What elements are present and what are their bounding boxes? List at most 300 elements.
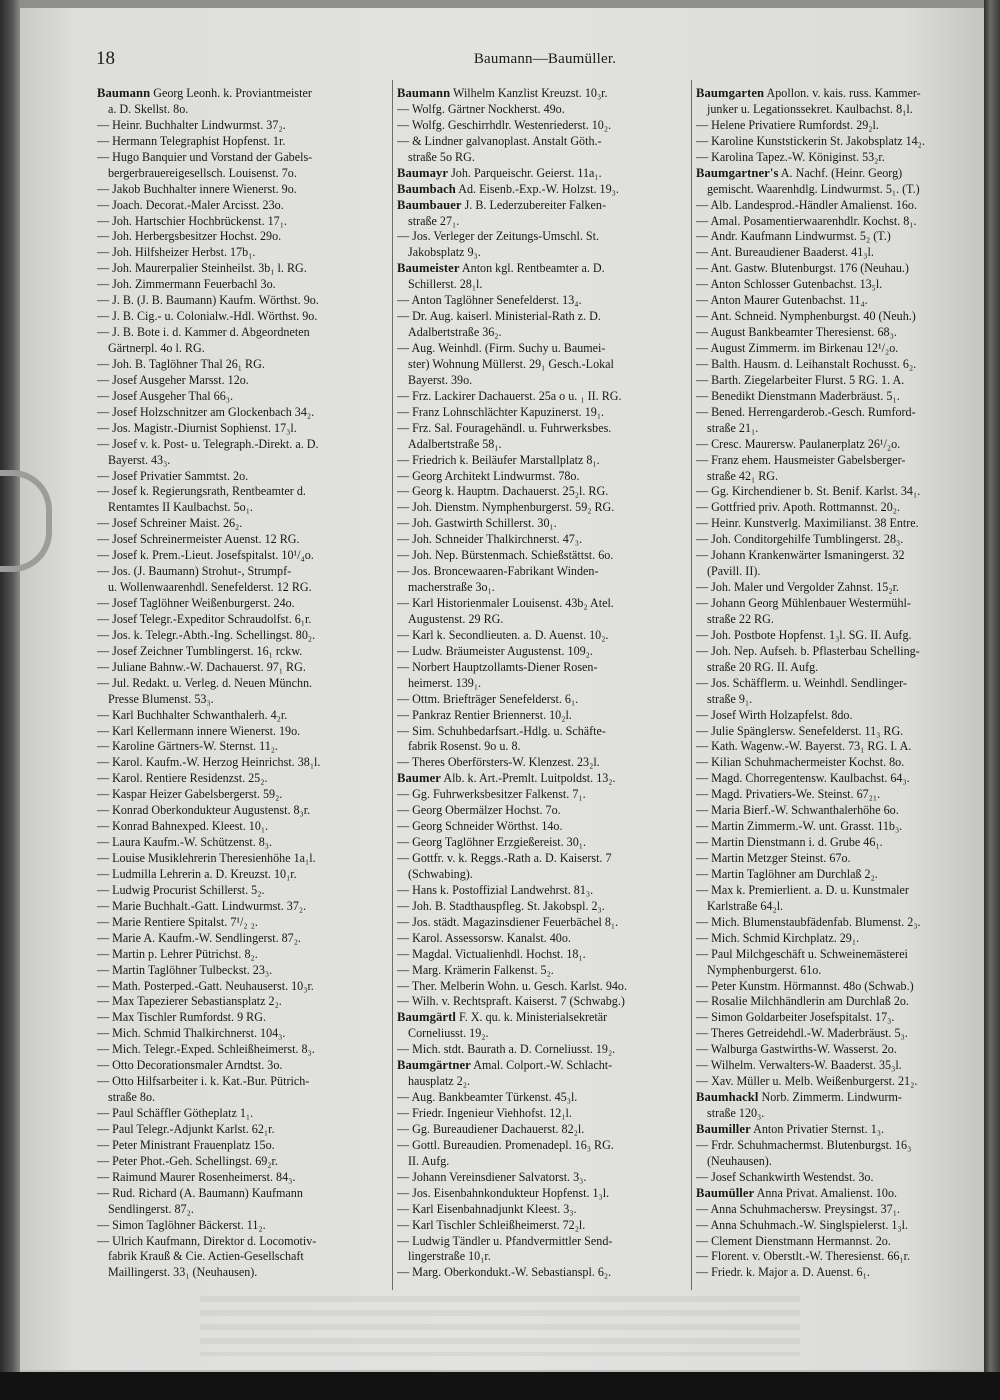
entry-text: — Josef Schankwirth Westendst. 3o. [696,1169,874,1184]
directory-entry-line [696,1170,982,1186]
directory-entry-line [397,1202,687,1218]
directory-entry-line [397,389,687,405]
entry-text: — Balth. Hausm. d. Leihanstalt Rochusst. 6₂. [696,356,917,371]
directory-entry-heading [696,166,982,182]
bleed-through-text [200,1296,800,1356]
entry-text: — Magd. Privatiers-We. Steinst. 67₂₁. [696,787,881,802]
directory-entry-line [397,229,687,245]
entry-text: straße 22 RG. [707,611,774,626]
entry-text: — Joh. Herbergsbesitzer Hochst. 29o. [97,229,282,244]
directory-entry-line [397,1234,687,1250]
directory-entry-line [696,580,982,596]
entry-text: — Karoline Kunststickerin St. Jakobsplatz 14₂. [696,133,925,148]
entry-text: gemischt. Waarenhdlg. Lindwurmst. 5₁. (T.) [707,181,920,196]
entry-text: — Otto Hilfsarbeiter i. k. Kat.-Bur. Pütrich- [97,1074,310,1089]
directory-entry-line [696,612,982,628]
directory-entry-line [97,405,387,421]
directory-entry-heading [97,86,387,102]
entry-text: — Peter Kunstm. Hörmannst. 48o (Schwab.) [696,978,914,993]
entry-text: — Jos. (J. Baumann) Strohut-, Strumpf- [97,564,292,579]
entry-text: — Joh. Postbote Hopfenst. 1₃l. SG. II. Aufg. [696,627,912,642]
entry-text: — Mich. Blumenstaubfädenfab. Blumenst. 2₃. [696,914,921,929]
entry-text: II. Aufg. [408,1153,450,1168]
directory-entry-line [696,564,982,580]
directory-entry-line [97,931,387,947]
entry-text: Schillerst. 28₁l. [408,277,483,292]
directory-entry-line [97,293,387,309]
entry-text: — Marg. Krämerin Falkenst. 5₂. [397,962,554,977]
entry-text: — Johann Georg Mühlenbauer Westermühl- [696,596,911,610]
entry-text: — Karol. Assessorsw. Kanalst. 40o. [397,930,571,945]
entry-text: Norb. Zimmerm. Lindwurm- [758,1090,902,1105]
entry-text: — Wilh. v. Rechtspraft. Kaiserst. 7 (Schwabg.) [397,994,625,1009]
entry-text: — Jos. Verleger der Zeitungs-Umschl. St. [397,229,599,244]
entry-text: — Ludwig Tändler u. Pfandvermittler Send- [397,1233,613,1248]
entry-text: u. Wollenwaarenhdl. Senefelderst. 12 RG. [108,580,312,595]
directory-entry-line [696,1265,982,1281]
entry-text: — Martin Dienstmann i. d. Grube 46₁. [696,835,883,850]
entry-text: — Joh. B. Taglöhner Thal 26₁ RG. [97,356,265,371]
entry-text: — Jakob Buchhalter innere Wienerst. 9o. [97,181,297,196]
directory-entry-line [97,500,387,516]
directory-entry-heading [397,198,687,214]
directory-entry-line [97,771,387,787]
directory-entry-line [696,548,982,564]
entry-text: straße 42₁ RG. [707,468,779,483]
surname-heading: Baumann [97,86,151,100]
entry-text: — Martin Taglöhner Tulbeckst. 23₃. [97,962,273,977]
directory-entry-line [696,341,982,357]
entry-text: — & Lindner galvanoplast. Anstalt Göth.- [397,133,602,148]
entry-text: — Hugo Banquier und Vorstand der Gabels- [97,149,313,164]
directory-entry-line [696,1234,982,1250]
entry-text: — Karol. Rentiere Residenzst. 25₂. [97,771,268,786]
directory-entry-line [397,612,687,628]
directory-entry-line [397,644,687,660]
entry-text: — Jul. Redakt. u. Verleg. d. Neuen Münchn. [97,675,313,690]
directory-entry-line [397,1218,687,1234]
directory-entry-line [397,994,687,1010]
directory-entry-line [397,245,687,261]
column-divider [691,80,692,1290]
directory-entry-line [397,277,687,293]
directory-entry-line [97,1265,387,1281]
directory-entry-line [97,453,387,469]
directory-entry-line [696,708,982,724]
entry-text: — Jos. Broncewaaren-Fabrikant Winden- [397,564,599,579]
entry-text: — Anton Schlosser Gutenbachst. 13₅l. [696,277,883,292]
directory-entry-heading [397,1010,687,1026]
entry-text: fabrik Krauß & Cie. Actien-Gesellschaft [108,1249,304,1264]
directory-entry-line [397,309,687,325]
directory-entry-line [696,963,982,979]
directory-entry-line [397,708,687,724]
directory-entry-line [397,1090,687,1106]
entry-text: — Marg. Oberkondukt.-W. Sebastianspl. 6₂. [397,1265,612,1280]
directory-entry-line [397,405,687,421]
directory-entry-line [696,1249,982,1265]
directory-entry-line [696,134,982,150]
directory-entry-line [696,628,982,644]
directory-entry-line [397,819,687,835]
entry-text: — Cresc. Maurersw. Paulanerplatz 26¹/₂o. [696,436,901,451]
entry-text: — Mich. stdt. Baurath a. D. Corneliusst. 19₂. [397,1042,616,1057]
entry-text: — Aug. Bankbeamter Türkenst. 45₃l. [397,1090,578,1105]
entry-text: — Mich. Telegr.-Exped. Schleißheimerst. 8₃. [97,1042,315,1057]
entry-text: J. B. Lederzubereiter Falken- [461,197,606,212]
entry-text: — Karl k. Secondlieuten. a. D. Auenst. 10₂. [397,627,609,642]
entry-text: — Laura Kaufm.-W. Schützenst. 8₃. [97,835,273,850]
directory-entry-line [97,516,387,532]
entry-text: — Max Tapezierer Sebastiansplatz 2₂. [97,994,282,1009]
directory-entry-line [97,1074,387,1090]
directory-entry-line [97,628,387,644]
entry-text: — Barth. Ziegelarbeiter Flurst. 5 RG. 1. A. [696,372,905,387]
entry-text: — Joh. Zimmermann Feuerbachl 3o. [97,277,276,292]
entry-text: — Josef Telegr.-Expeditor Schraudolfst. 6₁r. [97,611,312,626]
directory-entry-line [696,1154,982,1170]
directory-entry-line [696,1010,982,1026]
entry-text: — Marie A. Kaufm.-W. Sendlingerst. 87₂. [97,930,301,945]
entry-text: — Heinr. Kunstverlg. Maximilianst. 38 Entre. [696,516,919,531]
directory-entry-line [397,724,687,740]
entry-text: — Maria Bierf.-W. Schwanthalerhöhe 6o. [696,803,899,818]
entry-text: (Pavill. II). [707,564,761,579]
directory-entry-line [397,484,687,500]
directory-entry-line [696,915,982,931]
entry-text: — Ludw. Bräumeister Augustenst. 109₂. [397,643,593,658]
directory-entry-line [97,612,387,628]
entry-text: — Josef Taglöhner Weißenburgerst. 24o. [97,596,295,610]
entry-text: macherstraße 3o₁. [408,580,495,595]
entry-text: — Karl Historienmaler Louisenst. 43b₂ Atel. [397,596,614,610]
directory-entry-line [696,596,982,612]
directory-entry-line [97,373,387,389]
entry-text: — Frdr. Schuhmachermst. Blutenburgst. 16₃ [696,1137,912,1152]
entry-text: — Walburga Gastwirths-W. Wasserst. 2o. [696,1042,897,1057]
directory-entry-line [696,1138,982,1154]
entry-text: — Josef Zeichner Tumblingerst. 16₁ rckw. [97,643,303,658]
entry-text: — Joh. Maler und Vergolder Zahnst. 15₂r. [696,580,899,595]
directory-entry-line [97,532,387,548]
entry-text: — Gottl. Bureaudien. Promenadepl. 16₃ RG. [397,1137,614,1152]
directory-entry-line [97,245,387,261]
directory-entry-line [696,644,982,660]
entry-text: (Neuhausen). [707,1153,772,1168]
entry-text: bergerbrauereigesellsch. Louisenst. 7o. [108,165,297,180]
entry-text: — Joh. Nep. Bürstenmach. Schießstättst. 6o. [397,548,614,563]
entry-text: fabrik Rosenst. 9o u. 8. [408,739,521,754]
directory-entry-line [397,851,687,867]
entry-text: — Joh. Conditorgehilfe Tumblingerst. 28₃. [696,532,904,547]
directory-entry-line [397,835,687,851]
entry-text: — Math. Posterped.-Gatt. Neuhauserst. 10₃r. [97,978,314,993]
directory-entry-heading [397,771,687,787]
entry-text: — Xav. Müller u. Melb. Weißenburgerst. 21₂. [696,1074,918,1089]
directory-entry-line [397,1026,687,1042]
entry-text: ster) Wohnung Müllerst. 29₁ Gesch.-Lokal [408,356,614,371]
entry-text: — Paul Milchgeschäft u. Schweinemästerei [696,946,908,961]
directory-column-1 [97,86,387,1281]
entry-text: — Friedr. k. Major a. D. Auenst. 6₁. [696,1265,870,1280]
entry-text: — Josef Ausgeher Marsst. 12o. [97,372,249,387]
surname-heading: Baumayr [397,165,449,180]
directory-entry-line [97,994,387,1010]
entry-text: — Georg k. Hauptm. Dachauerst. 25₂l. RG. [397,484,609,499]
directory-entry-line [696,1202,982,1218]
entry-text: — Magdal. Victualienhdl. Hochst. 18₁. [397,946,586,961]
entry-text: — Ottm. Briefträger Senefelderst. 6₁. [397,691,579,706]
directory-entry-line [397,947,687,963]
entry-text: — Mich. Schmid Thalkirchnerst. 104₃. [97,1026,286,1041]
entry-text: — Simon Goldarbeiter Josefspitalst. 17₃. [696,1010,895,1025]
directory-entry-line [696,261,982,277]
entry-text: — Max Tischler Rumfordst. 9 RG. [97,1010,266,1025]
directory-entry-line [97,357,387,373]
directory-entry-line [397,1170,687,1186]
entry-text: — Florent. v. Oberstlt.-W. Theresienst. 66₁r. [696,1249,911,1264]
entry-text: Rentamtes II Kaulbachst. 5o₁. [108,500,253,515]
directory-entry-heading [696,1186,982,1202]
surname-heading: Baumer [397,771,441,786]
directory-entry-line [397,357,687,373]
directory-entry-line [696,692,982,708]
entry-text: — Anna Schuhmachersw. Preysingst. 37₁. [696,1201,900,1216]
directory-entry-line [696,787,982,803]
entry-text: heimerst. 139₁. [408,675,482,690]
directory-entry-line [397,341,687,357]
entry-text: Nymphenburgerst. 61o. [707,962,822,977]
directory-entry-line [97,484,387,500]
directory-entry-heading [696,1090,982,1106]
directory-entry-line [696,453,982,469]
directory-entry-line [97,229,387,245]
entry-text: straße 27₁. [408,213,460,228]
page-number: 18 [96,48,115,69]
entry-text: — Josef Schreiner Maist. 26₂. [97,516,243,531]
entry-text: — Pankraz Rentier Briennerst. 10₂l. [397,707,572,722]
directory-entry-line [97,277,387,293]
entry-text: — Marie Rentiere Spitalst. 7¹/₂ ₂. [97,914,258,929]
entry-text: — Martin Metzger Steinst. 67o. [696,851,851,865]
entry-text: — Heinr. Buchhalter Lindwurmst. 37₂. [97,117,286,132]
directory-entry-line [397,1154,687,1170]
directory-entry-line [696,214,982,230]
entry-text: — Joh. Dienstm. Nymphenburgerst. 59₂ RG. [397,500,615,515]
directory-entry-line [696,676,982,692]
entry-text: — Louise Musiklehrerin Theresienhöhe 1a₁l. [97,851,316,865]
directory-entry-line [696,724,982,740]
entry-text: — Jos. k. Telegr.-Abth.-Ing. Schellingst. 80₂. [97,627,316,642]
directory-entry-line [696,803,982,819]
surname-heading: Baumann [397,86,451,100]
directory-entry-line [397,1249,687,1265]
directory-entry-line [397,325,687,341]
entry-text: a. D. Skellst. 8o. [108,101,189,116]
entry-text: Amal. Colport.-W. Schlacht- [470,1058,613,1073]
directory-entry-line [397,1074,687,1090]
directory-entry-line [696,245,982,261]
directory-entry-line [397,787,687,803]
directory-entry-line [696,150,982,166]
entry-text: — Martin Taglöhner am Durchlaß 2₂. [696,866,878,881]
directory-entry-line [97,421,387,437]
directory-entry-line [97,198,387,214]
directory-entry-line [397,516,687,532]
scan-top-edge [0,0,1000,8]
directory-entry-line [696,867,982,883]
entry-text: — Karl Kellermann innere Wienerst. 19o. [97,723,301,738]
directory-entry-line [696,389,982,405]
entry-text: — Josef Schreinermeister Auenst. 12 RG. [97,532,300,547]
directory-entry-line [97,166,387,182]
entry-text: — Johann Krankenwärter Ismaningerst. 32 [696,548,905,563]
directory-entry-line [696,102,982,118]
entry-text: — Martin p. Lehrer Pütrichst. 8₂. [97,946,258,961]
directory-entry-line [696,819,982,835]
entry-text: — Ulrich Kaufmann, Direktor d. Locomotiv- [97,1233,317,1248]
entry-text: — Jos. Eisenbahnkondukteur Hopfenst. 1₃l. [397,1185,610,1200]
directory-entry-line [696,931,982,947]
directory-entry-line [97,787,387,803]
directory-entry-line [397,580,687,596]
directory-entry-heading [397,166,687,182]
directory-entry-line [696,947,982,963]
entry-text: — Ludwig Procurist Schillerst. 5₂. [97,882,265,897]
directory-entry-line [397,628,687,644]
entry-text: — Josef k. Regierungsrath, Rentbeamter d. [97,484,306,499]
entry-text: Maillingerst. 33₁ (Neuhausen). [108,1265,258,1280]
entry-text: — Paul Telegr.-Adjunkt Karlst. 62₁r. [97,1121,275,1136]
directory-entry-line [97,1042,387,1058]
surname-heading: Baumhackl [696,1090,759,1105]
entry-text: — Josef Wirth Holzapfelst. 8do. [696,707,853,722]
entry-text: F. X. qu. k. Ministerialsekretär [455,1010,608,1025]
directory-entry-line [397,1106,687,1122]
directory-entry-line [696,899,982,915]
directory-entry-line [696,293,982,309]
directory-entry-line [397,676,687,692]
directory-entry-heading [696,86,982,102]
surname-heading: Baumbach [397,181,456,196]
entry-text: — J. B. (J. B. Baumann) Kaufm. Wörthst. 9o. [97,293,319,308]
entry-text: Anton Privatier Sternst. 1₃. [750,1121,884,1136]
entry-text: — Julie Spänglersw. Senefelderst. 11₃ RG. [696,723,904,738]
surname-heading: Baumgarten [696,86,765,100]
directory-entry-line [97,596,387,612]
entry-text: — Karoline Gärtners-W. Sternst. 11₂. [97,739,278,754]
entry-text: — Amal. Posamentierwaarenhdlr. Kochst. 8₁. [696,213,917,228]
directory-entry-line [397,915,687,931]
entry-text: Karlstraße 64₂l. [707,898,784,913]
entry-text: — Andr. Kaufmann Lindwurmst. 5₂ (T.) [696,229,891,244]
directory-entry-line [97,1122,387,1138]
directory-entry-line [97,851,387,867]
entry-text: hausplatz 2₂. [408,1074,470,1089]
directory-entry-line [397,963,687,979]
directory-entry-line [397,373,687,389]
directory-entry-line [397,532,687,548]
directory-entry-line [97,883,387,899]
entry-text: — Wilhelm. Verwalters-W. Baaderst. 35₃l. [696,1058,902,1073]
entry-text: — Konrad Oberkondukteur Augustenst. 8₃r. [97,803,311,818]
entry-text: — Wolfg. Gärtner Nockherst. 49o. [397,101,565,116]
directory-entry-line [97,1106,387,1122]
directory-entry-line [97,867,387,883]
directory-entry-line [696,883,982,899]
entry-text: — Karl Buchhalter Schwanthalerh. 4₂r. [97,707,288,722]
entry-text: junker u. Legationssekret. Kaulbachst. 8₁l. [707,101,913,116]
directory-entry-line [97,755,387,771]
directory-entry-line [97,469,387,485]
entry-text: — Sim. Schuhbedarfsart.-Hdlg. u. Schäfte- [397,723,606,738]
directory-entry-line [696,325,982,341]
directory-entry-line [97,979,387,995]
entry-text: — Ant. Bureaudiener Baaderst. 41₃l. [696,245,874,260]
directory-entry-line [97,947,387,963]
scan-bottom-edge [0,1372,1000,1400]
entry-text: Georg Leonh. k. Proviantmeister [150,86,312,100]
directory-entry-line [397,1265,687,1281]
directory-entry-line [397,118,687,134]
directory-entry-line [696,1074,982,1090]
entry-text: — Georg Architekt Lindwurmst. 78o. [397,468,580,483]
directory-entry-heading [397,182,687,198]
directory-entry-heading [397,86,687,102]
entry-text: — Raimund Maurer Rosenheimerst. 84₃. [97,1169,296,1184]
directory-entry-line [696,277,982,293]
entry-text: — Rosalie Milchhändlerin am Durchlaß 2o. [696,994,909,1009]
directory-entry-heading [397,1058,687,1074]
entry-text: straße 20 RG. II. Aufg. [707,659,819,674]
directory-entry-line [397,739,687,755]
directory-entry-line [97,261,387,277]
directory-entry-line [696,469,982,485]
entry-text: — Franz ehem. Hausmeister Gabelsberger- [696,452,906,467]
directory-entry-line [97,1186,387,1202]
directory-entry-line [696,500,982,516]
entry-text: — Konrad Bahnexped. Kleest. 10₁. [97,819,269,834]
running-head: Baumann—Baumüller. [473,51,617,67]
directory-entry-line [97,309,387,325]
directory-entry-line [97,1138,387,1154]
entry-text: — Frz. Lackirer Dachauerst. 25a o u. ₁ II. RG. [397,388,622,403]
entry-text: — Kilian Schuhmachermeister Kochst. 8o. [696,755,905,770]
entry-text: — Marie Buchhalt.-Gatt. Lindwurmst. 37₂. [97,898,307,913]
entry-text: — Gg. Fuhrwerksbesitzer Falkenst. 7₁. [397,787,586,802]
entry-text: — Ther. Melberin Wohn. u. Gesch. Karlst. 94o. [397,978,628,993]
next-page-edge [984,0,1000,1400]
entry-text: — Joh. Hartschier Hochbrückenst. 17₁. [97,213,287,228]
directory-entry-line [696,437,982,453]
entry-text: Alb. k. Art.-Premlt. Luitpoldst. 13₂. [440,771,616,786]
directory-entry-line [97,1218,387,1234]
directory-entry-line [696,182,982,198]
entry-text: — Ludmilla Lehrerin a. D. Kreuzst. 10₁r. [97,866,297,881]
entry-text: — Otto Decorationsmaler Arndtst. 3o. [97,1058,283,1073]
directory-entry-line [696,357,982,373]
entry-text: — Josef Holzschnitzer am Glockenbach 34₂. [97,404,315,419]
directory-entry-line [97,182,387,198]
entry-text: — Karl Tischler Schleißheimerst. 72₂l. [397,1217,586,1232]
directory-entry-line [397,692,687,708]
directory-entry-line [397,899,687,915]
directory-entry-line [97,1010,387,1026]
entry-text: — Ant. Gastw. Blutenburgst. 176 (Neuhau.) [696,261,909,276]
entry-text: Anton kgl. Rentbeamter a. D. [459,261,605,276]
entry-text: — J. B. Bote i. d. Kammer d. Abgeordneten [97,325,310,340]
directory-entry-line [97,102,387,118]
